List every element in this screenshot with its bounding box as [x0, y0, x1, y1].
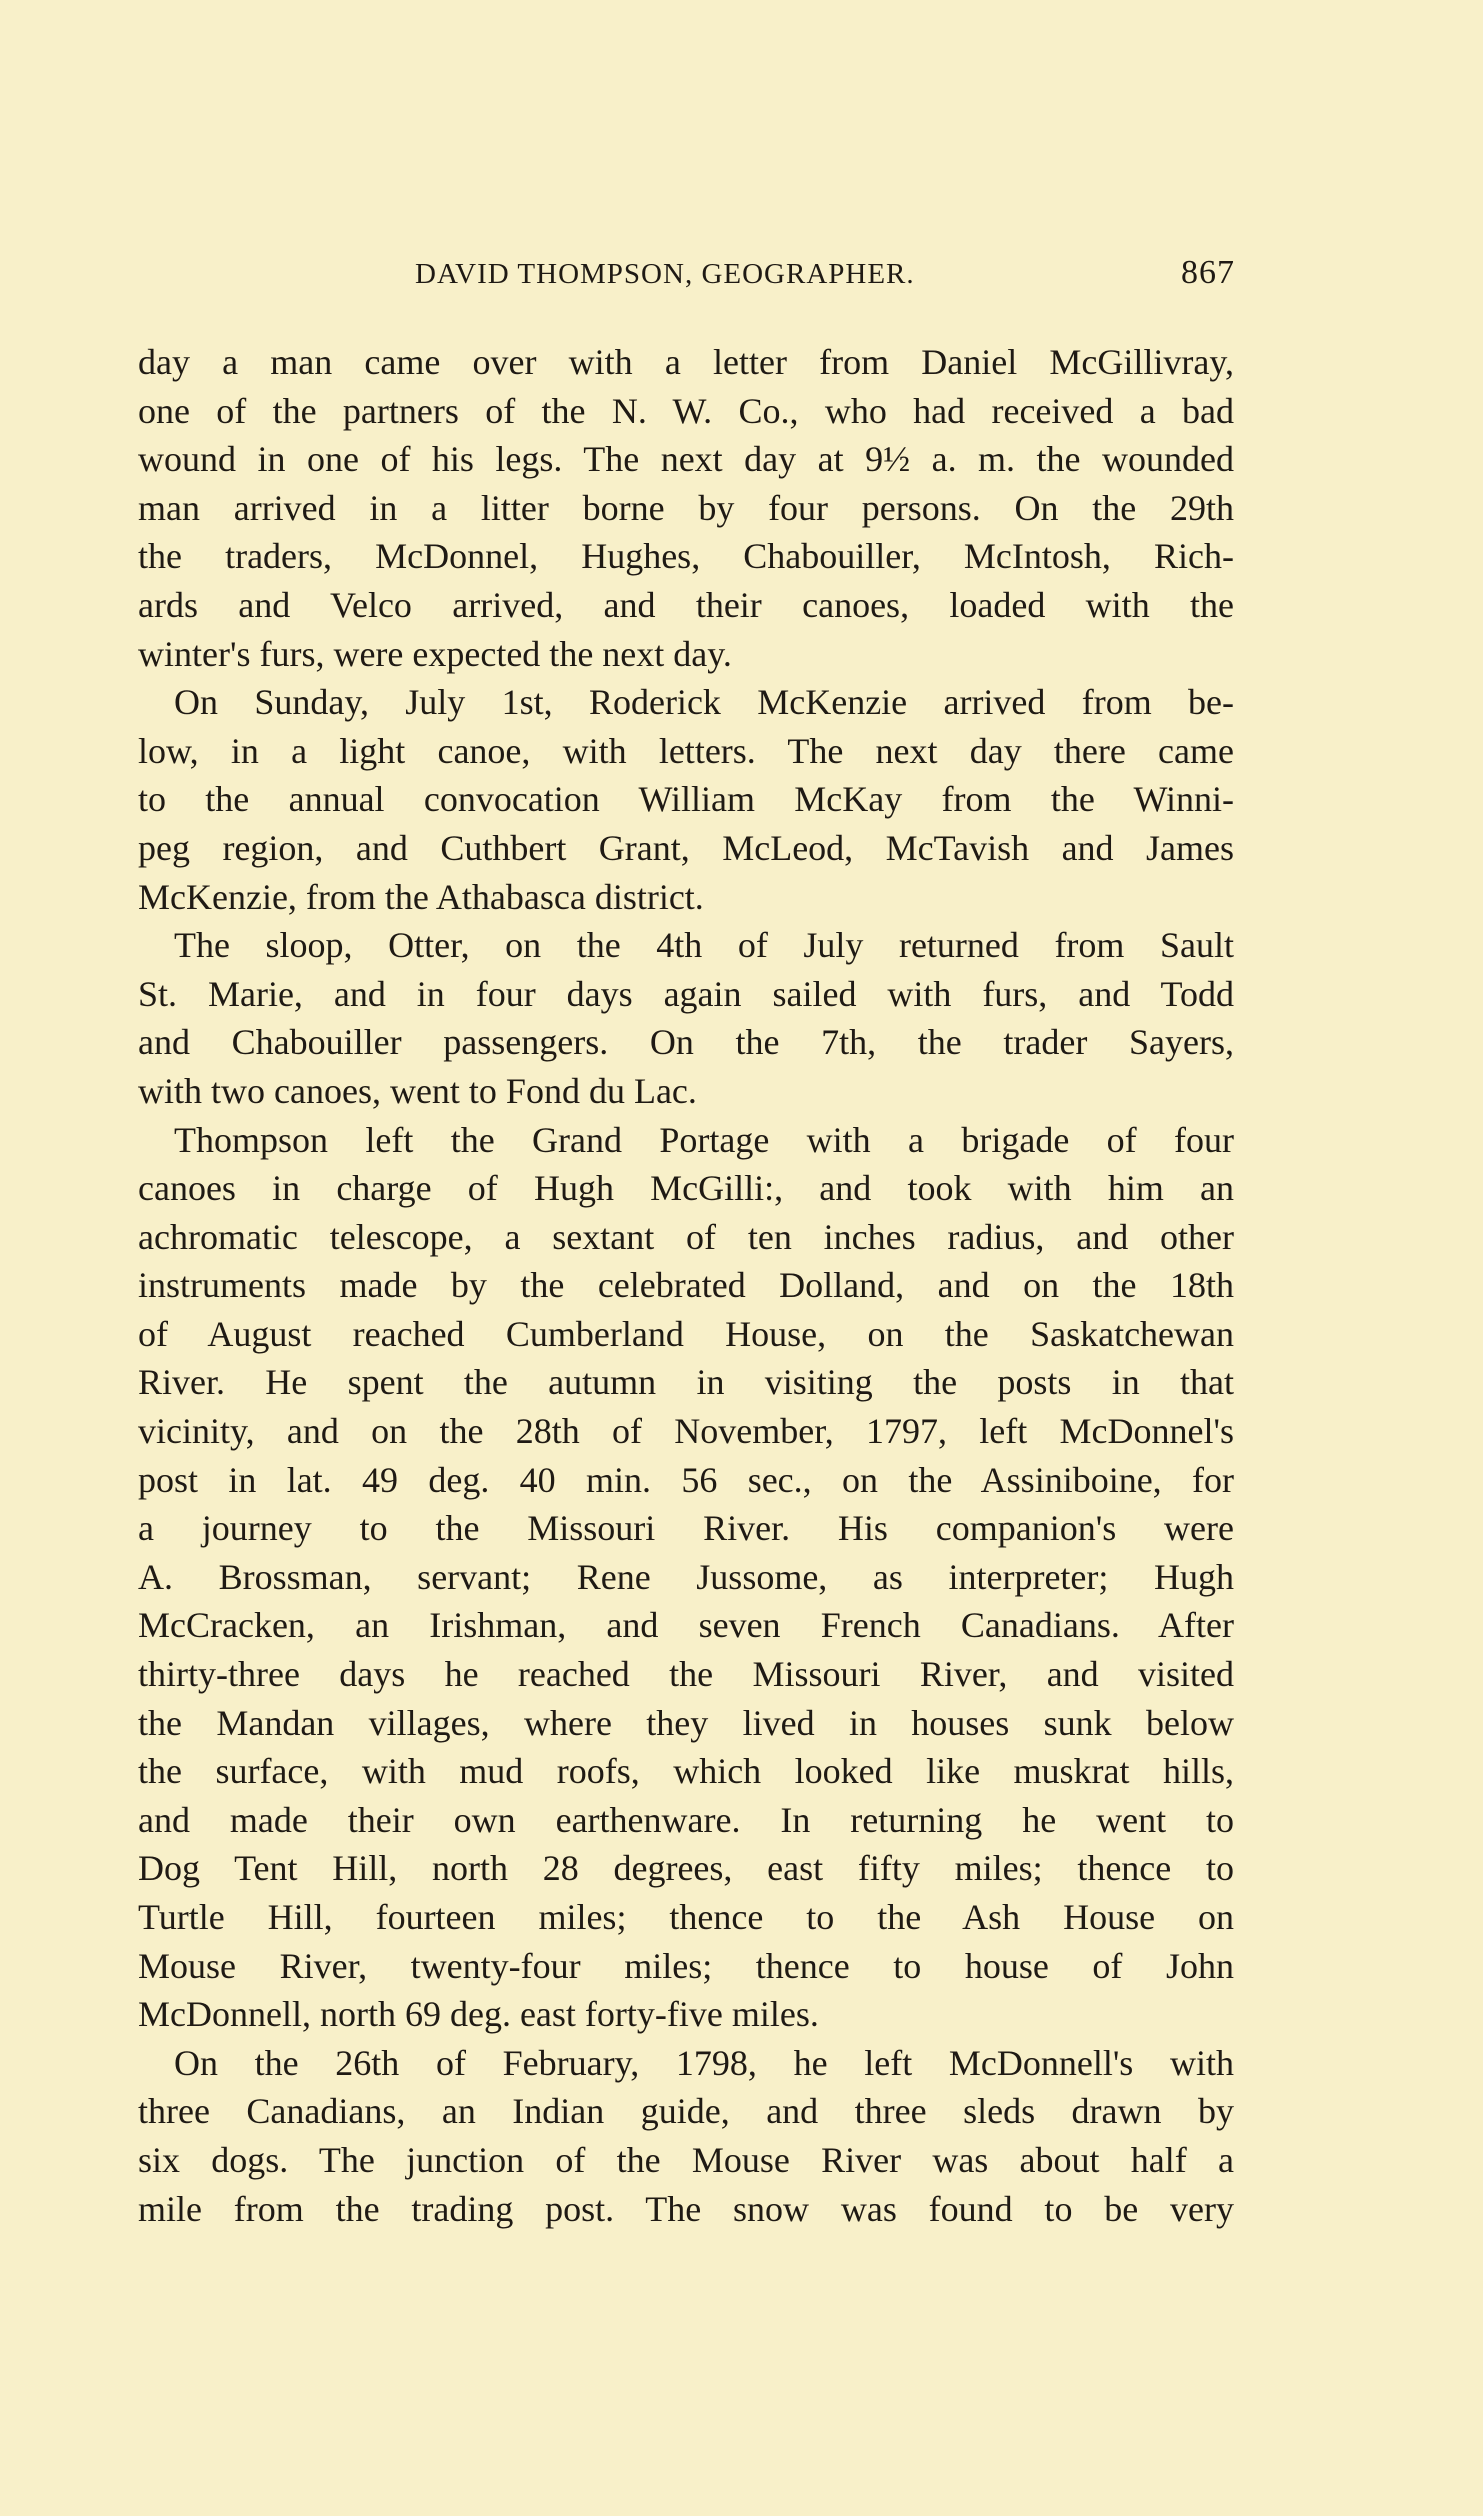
text-line: man arrived in a litter borne by four persons. On the 29th: [138, 487, 1234, 528]
text-line: The sloop, Otter, on the 4th of July returned from Sault: [174, 925, 1234, 966]
text-line: Dog Tent Hill, north 28 degrees, east fifty miles; thence to: [138, 1848, 1234, 1889]
text-line: canoes in charge of Hugh McGilli:, and took with him an: [138, 1168, 1234, 1209]
text-line: instruments made by the celebrated Dolland, and on the 18th: [138, 1265, 1234, 1306]
text-line: to the annual convocation William McKay from the Winni-: [138, 779, 1234, 820]
text-line: McKenzie, from the Athabasca district.: [138, 876, 704, 917]
text-line: one of the partners of the N. W. Co., who had received a bad: [138, 390, 1234, 431]
text-line: the traders, McDonnel, Hughes, Chabouiller, McIntosh, Rich-: [138, 536, 1234, 577]
text-line: low, in a light canoe, with letters. The next day there came: [138, 730, 1234, 771]
text-line: a journey to the Missouri River. His companion's were: [138, 1508, 1234, 1549]
text-line: peg region, and Cuthbert Grant, McLeod, McTavish and James: [138, 827, 1234, 868]
body-text: [138, 338, 1234, 2233]
text-line: Turtle Hill, fourteen miles; thence to the Ash House on: [138, 1897, 1234, 1937]
text-line: three Canadians, an Indian guide, and three sleds drawn by: [138, 2091, 1234, 2132]
text-line: and made their own earthenware. In returning he went to: [138, 1799, 1234, 1840]
text-line: ards and Velco arrived, and their canoes, loaded with the: [138, 584, 1234, 625]
text-line: Mouse River, twenty-four miles; thence to house of John: [138, 1945, 1234, 1986]
text-line: and Chabouiller passengers. On the 7th, the trader Sayers,: [138, 1022, 1234, 1063]
text-line: thirty-three days he reached the Missouri River, and visited: [138, 1654, 1234, 1695]
text-line: River. He spent the autumn in visiting the posts in that: [138, 1362, 1234, 1403]
text-line: the Mandan villages, where they lived in houses sunk below: [138, 1702, 1234, 1743]
text-line: On Sunday, July 1st, Roderick McKenzie arrived from be-: [174, 682, 1234, 723]
text-line: with two canoes, went to Fond du Lac.: [138, 1070, 697, 1111]
text-line: the surface, with mud roofs, which looked like muskrat hills,: [138, 1751, 1234, 1792]
text-line: McDonnell, north 69 deg. east forty-five miles.: [138, 1994, 819, 2035]
text-line: A. Brossman, servant; Rene Jussome, as interpreter; Hugh: [138, 1556, 1234, 1597]
text-line: winter's furs, were expected the next day.: [138, 633, 732, 674]
running-title: DAVID THOMPSON, GEOGRAPHER.: [415, 258, 915, 290]
text-line: McCracken, an Irishman, and seven French Canadians. After: [138, 1605, 1234, 1646]
running-head: [415, 254, 1255, 298]
text-line: of August reached Cumberland House, on the Saskatchewan: [138, 1313, 1234, 1354]
text-line: post in lat. 49 deg. 40 min. 56 sec., on the Assiniboine, for: [138, 1459, 1234, 1500]
page-number: 867: [1181, 254, 1235, 291]
text-line: achromatic telescope, a sextant of ten inches radius, and other: [138, 1216, 1234, 1257]
text-line: six dogs. The junction of the Mouse River was about half a: [138, 2139, 1234, 2180]
text-line: mile from the trading post. The snow was found to be very: [138, 2188, 1234, 2229]
text-line: Thompson left the Grand Portage with a brigade of four: [174, 1119, 1234, 1160]
text-line: vicinity, and on the 28th of November, 1797, left McDonnel's: [138, 1411, 1234, 1452]
text-line: day a man came over with a letter from Daniel McGillivray,: [138, 342, 1234, 382]
text-line: St. Marie, and in four days again sailed with furs, and Todd: [138, 973, 1234, 1014]
text-line: On the 26th of February, 1798, he left McDonnell's with: [174, 2042, 1234, 2083]
text-line: wound in one of his legs. The next day at 9½ a. m. the wounded: [138, 439, 1234, 480]
